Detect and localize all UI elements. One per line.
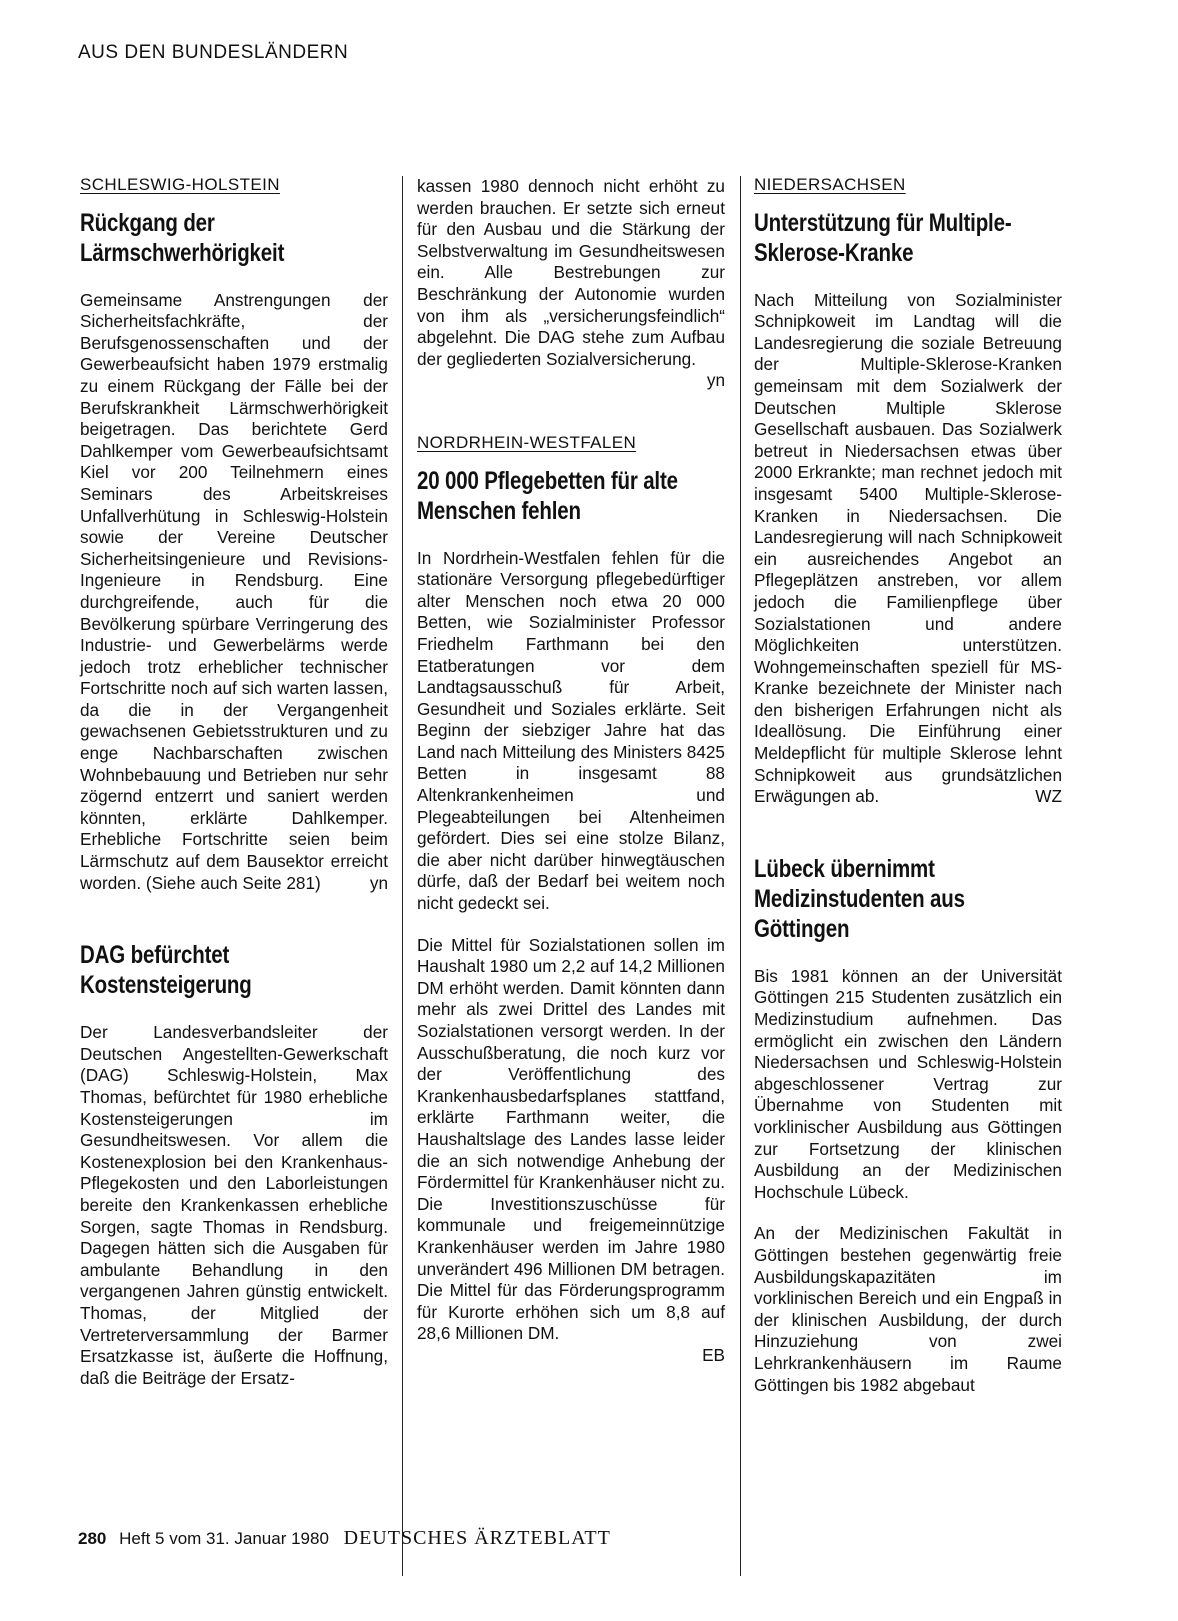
article-title: 20 000 Pflegebetten für alte Menschen fehlen — [417, 466, 678, 525]
article-body: In Nordrhein-Westfalen fehlen für die stationäre Versorgung pflegebedürftiger alter Menschen noch etwa 20 000 Betten, wie Sozialminister Professor Friedhelm Farthmann bei den Etatberatungen vor dem Landtagsausschuß für Arbeit, Gesundheit und Soziales erklärte. Seit Beginn der siebziger Jahre hat das Land nach Mitteilung des Ministers 8425 Betten in insgesamt 88 Altenkrankenheimen und Plegeabteilungen bei Altenheimen gefördert. Dies sei eine stolze Bilanz, die aber nicht darüber hinwegtäuschen dürfe, daß der Bedarf bei weitem noch nicht gedeckt sei. — [417, 547, 725, 914]
author-sign: yn — [706, 370, 725, 391]
publication-name: DEUTSCHES ÄRZTEBLATT — [343, 1527, 611, 1549]
article-kicker: SCHLESWIG-HOLSTEIN — [80, 175, 280, 194]
issue-info: Heft 5 vom 31. Januar 1980 — [119, 1529, 329, 1548]
article-body-continued: kassen 1980 dennoch nicht erhöht zu werden brauchen. Er setzte sich erneut für den Ausbau und die Stärkung der Selbstverwaltung im Gesundheitswesen ein. Alle Bestrebungen zur Beschränkung der Autonomie wurden von ihm als „versicherungsfeindlich“ abgelehnt. Die DAG stehe zum Aufbau der gegliederten Sozialversicherung. — [417, 176, 725, 369]
page-footer — [78, 1527, 611, 1550]
author-sign: EB — [702, 1344, 725, 1365]
column-1 — [80, 174, 388, 1389]
author-sign: yn — [369, 872, 388, 893]
article-body — [754, 290, 1062, 808]
column-2 — [417, 176, 725, 1367]
article-title: Unterstützung für Multiple-Sklerose-Kranke — [754, 208, 1012, 267]
page-number: 280 — [78, 1529, 107, 1548]
article-body — [80, 290, 388, 895]
column-divider — [402, 176, 403, 1576]
article-title: DAG befürchtet Kostensteigerung — [80, 941, 252, 1000]
article-text: Gemeinsame Anstrengungen der Sicherheitsfachkräfte, der Berufsgenossenschaften und der Gewerbeaufsicht haben 1979 erstmalig zu einem Rückgang der Fälle bei der Berufskrankheit Lärmschwerhörigkeit beigetragen. Das berichtete Gerd Dahlkemper vom Gewerbeaufsichtsamt Kiel vor 200 Teilnehmern eines Seminars des Arbeitskreises Unfallverhütung in Schleswig-Holstein sowie der Vereine Deutscher Sicherheitsingenieure und Revisions-Ingenieure in Rendsburg. Eine durchgreifende, auch für die Bevölkerung spürbare Verringerung des Industrie- und Gewerbelärms werde jedoch trotz erheblicher technischer Fortschritte noch auf sich warten lassen, da die in der Vergangenheit gewachsenen Gebietsstrukturen und zu enge Nachbarschaften zwischen Wohnbebauung und Betrieben nur sehr zögernd entzerrt und saniert werden könnten, erklärte Dahlkemper. Erhebliche Fortschritte seien beim Lärmschutz auf dem Bausektor erreicht worden. (Siehe auch Seite 281) — [80, 289, 388, 893]
article-kicker: NIEDERSACHSEN — [754, 175, 906, 194]
author-sign: WZ — [1035, 786, 1062, 807]
column-3 — [754, 174, 1062, 1396]
article-text: Nach Mitteilung von Sozialminister Schnipkoweit im Landtag will die Landesregierung die soziale Betreuung der Multiple-Sklerose-Kranken gemeinsam mit dem Sozialwerk der Deutschen Multiple Sklerose Gesellschaft ausbauen. Das Sozialwerk betreut in Niedersachsen etwas über 2000 Erkrankte; man rechnet jedoch mit insgesamt 5400 Multiple-Sklerose-Kranken in Niedersachsen. Die Landesregierung will nach Schnipkoweit ein ausreichendes Angebot an Pflegeplätzen anstreben, vor allem jedoch die Familienpflege über Sozialstationen und andere Möglichkeiten unterstützen. Wohngemeinschaften speziell für MS-Kranke bezeichnete der Minister nach den bisherigen Erfahrungen nicht als Ideallösung. Die Einführung einer Meldepflicht für multiple Sklerose lehnt Schnipkoweit aus grundsätzlichen Erwägungen ab. — [754, 289, 1062, 807]
column-divider — [740, 176, 741, 1576]
article-title: Rückgang der Lärmschwerhörigkeit — [80, 208, 285, 267]
article-title: Lübeck übernimmt Medizinstudenten aus Göttingen — [754, 854, 965, 943]
article-body: Der Landesverbandsleiter der Deutschen Angestellten-Gewerkschaft (DAG) Schleswig-Holstein, Max Thomas, befürchtet für 1980 erhebliche Kostensteigerungen im Gesundheitswesen. Vor allem die Kostenexplosion bei den Krankenhaus-Pflegekosten und den Laborleistungen bereite den Krankenkassen erhebliche Sorgen, sagte Thomas in Rendsburg. Dagegen hätten sich die Ausgaben für ambulante Behandlung in den vergangenen Jahren günstig entwickelt. Thomas, der Mitglied der Vertreterversammlung der Barmer Ersatzkasse ist, äußerte die Hoffnung, daß die Beiträge der Ersatz- — [80, 1022, 388, 1388]
article-body: Die Mittel für Sozialstationen sollen im Haushalt 1980 um 2,2 auf 14,2 Millionen DM erhöht werden. Damit könnten dann mehr als zwei Drittel des Landes mit Sozialstationen versorgt werden. In der Ausschußberatung, die noch kurz vor der Veröffentlichung des Krankenhausbedarfsplanes stattfand, erklärte Farthmann weiter, die Haushaltslage des Landes lasse leider die an sich notwendige Anhebung der Fördermittel für Krankenhäuser nicht zu. Die Investitionszuschüsse für kommunale und freigemeinnützige Krankenhäuser werden im Jahre 1980 unverändert 496 Millionen DM betragen. Die Mittel für das Förderungsprogramm für Kurorte erhöhen sich um 8,8 auf 28,6 Millionen DM. — [417, 934, 725, 1344]
article-body: An der Medizinischen Fakultät in Göttingen bestehen gegenwärtig freie Ausbildungskapazitäten im vorklinischen Bereich und ein Engpaß in der klinischen Ausbildung, der durch Hinzuziehung von zwei Lehrkrankenhäusern im Raume Göttingen bis 1982 abgebaut — [754, 1223, 1062, 1395]
article-body: Bis 1981 können an der Universität Göttingen 215 Studenten zusätzlich ein Medizinstudium aufnehmen. Das ermöglicht ein zwischen den Ländern Niedersachsen und Schleswig-Holstein abgeschlossener Vertrag zur Übernahme von Studenten mit vorklinischer Ausbildung aus Göttingen zur Fortsetzung der klinischen Ausbildung an der Medizinischen Hochschule Lübeck. — [754, 965, 1062, 1202]
article-kicker: NORDRHEIN-WESTFALEN — [417, 432, 637, 452]
section-header: AUS DEN BUNDESLÄNDERN — [78, 42, 349, 63]
